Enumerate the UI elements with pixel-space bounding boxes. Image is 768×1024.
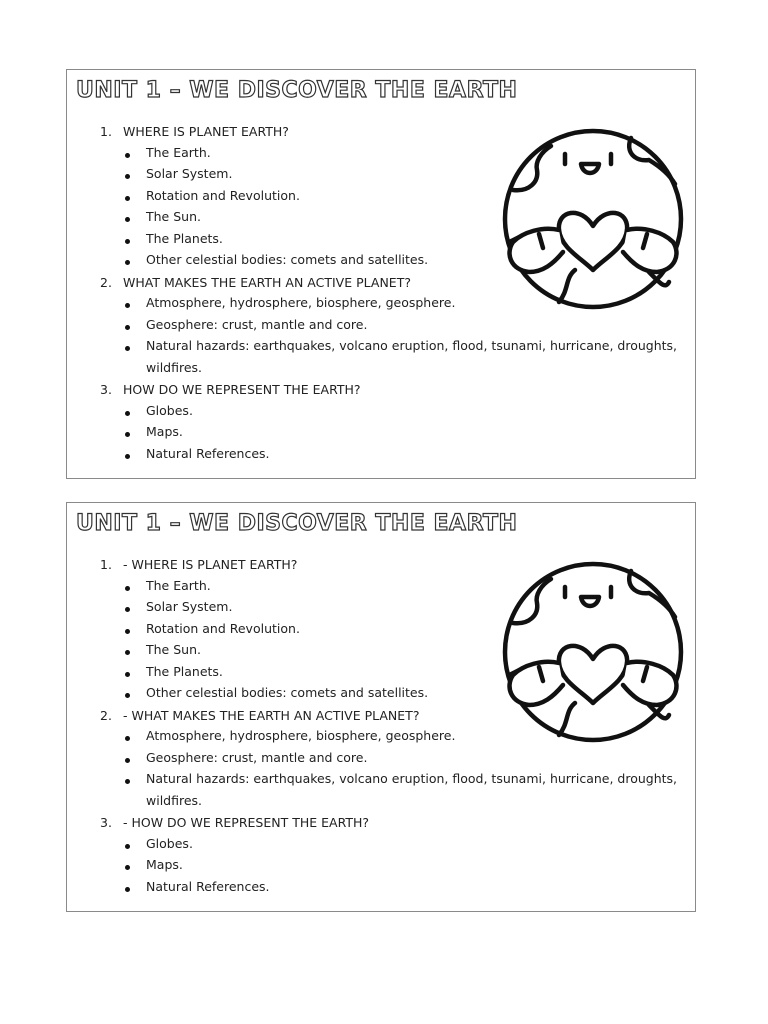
list-item-text: Other celestial bodies: comets and satellites. (146, 685, 429, 700)
list-item-text: Maps. (146, 857, 183, 872)
section-number: 1. (100, 557, 112, 572)
section-title: HOW DO WE REPRESENT THE EARTH? (123, 382, 361, 397)
list-item (67, 339, 697, 382)
list-item-text: The Planets. (146, 230, 223, 246)
list-item-text: Other celestial bodies: comets and satellites. (146, 252, 429, 267)
bullet-dot-icon (125, 629, 130, 634)
bullet-dot-icon (125, 411, 130, 416)
list-item (67, 880, 697, 902)
section-title: WHERE IS PLANET EARTH? (123, 124, 289, 139)
list-item-text: Natural hazards: earthquakes, volcano eruption, flood, tsunami, hurricane, droughts, wildfires. (146, 771, 678, 808)
list-item-text: The Earth. (146, 577, 211, 593)
section-number: 1. (100, 124, 112, 139)
section-title: - HOW DO WE REPRESENT THE EARTH? (123, 815, 370, 830)
bullet-dot-icon (125, 196, 130, 201)
list-item-text: Geosphere: crust, mantle and core. (146, 316, 368, 332)
bullet-dot-icon (125, 887, 130, 892)
earth-hugging-heart-icon (499, 122, 689, 312)
bullet-dot-icon (125, 432, 130, 437)
bullet-dot-icon (125, 586, 130, 591)
list-item-text: Globes. (146, 835, 193, 851)
list-item (67, 447, 697, 469)
section-title: WHAT MAKES THE EARTH AN ACTIVE PLANET? (123, 274, 411, 290)
section-number: 3. (100, 382, 112, 397)
unit-card-1 (66, 69, 696, 479)
section-number: 3. (100, 815, 112, 830)
bullet-dot-icon (125, 607, 130, 612)
bullet-dot-icon (125, 325, 130, 330)
section-number: 2. (100, 707, 112, 723)
list-item-text: Natural References. (146, 445, 270, 461)
list-item-text: The Sun. (146, 642, 201, 657)
list-item-text: Natural hazards: earthquakes, volcano eruption, flood, tsunami, hurricane, droughts, wildfires. (146, 338, 678, 375)
bullet-dot-icon (125, 174, 130, 179)
list-item-text: Solar System. (146, 166, 233, 181)
bullet-dot-icon (125, 346, 130, 351)
list-item-text: The Sun. (146, 209, 201, 224)
list-item-text: The Earth. (146, 144, 211, 160)
bullet-dot-icon (125, 844, 130, 849)
bullet-dot-icon (125, 758, 130, 763)
list-item (67, 772, 697, 815)
bullet-dot-icon (125, 865, 130, 870)
list-item-text: Rotation and Revolution. (146, 620, 300, 636)
list-item-text: Globes. (146, 402, 193, 418)
card-title: UNIT 1 – WE DISCOVER THE EARTH (76, 78, 518, 103)
list-item-text: Rotation and Revolution. (146, 187, 300, 203)
list-item-text: Maps. (146, 424, 183, 439)
list-item-text: Atmosphere, hydrosphere, biosphere, geosphere. (146, 728, 456, 743)
bullet-dot-icon (125, 736, 130, 741)
bullet-dot-icon (125, 779, 130, 784)
bullet-dot-icon (125, 454, 130, 459)
bullet-dot-icon (125, 672, 130, 677)
list-item-text: The Planets. (146, 663, 223, 679)
bullet-dot-icon (125, 303, 130, 308)
bullet-dot-icon (125, 650, 130, 655)
list-item-text: Solar System. (146, 599, 233, 614)
unit-card-2 (66, 502, 696, 912)
section-title: - WHERE IS PLANET EARTH? (123, 557, 298, 572)
bullet-dot-icon (125, 239, 130, 244)
list-item-text: Natural References. (146, 878, 270, 894)
section-title: - WHAT MAKES THE EARTH AN ACTIVE PLANET? (123, 707, 420, 723)
bullet-dot-icon (125, 153, 130, 158)
list-item-text: Geosphere: crust, mantle and core. (146, 749, 368, 765)
bullet-dot-icon (125, 260, 130, 265)
list-item-text: Atmosphere, hydrosphere, biosphere, geosphere. (146, 295, 456, 310)
section-number: 2. (100, 274, 112, 290)
card-title: UNIT 1 – WE DISCOVER THE EARTH (76, 511, 518, 536)
earth-hugging-heart-icon (499, 555, 689, 745)
bullet-dot-icon (125, 693, 130, 698)
bullet-dot-icon (125, 217, 130, 222)
